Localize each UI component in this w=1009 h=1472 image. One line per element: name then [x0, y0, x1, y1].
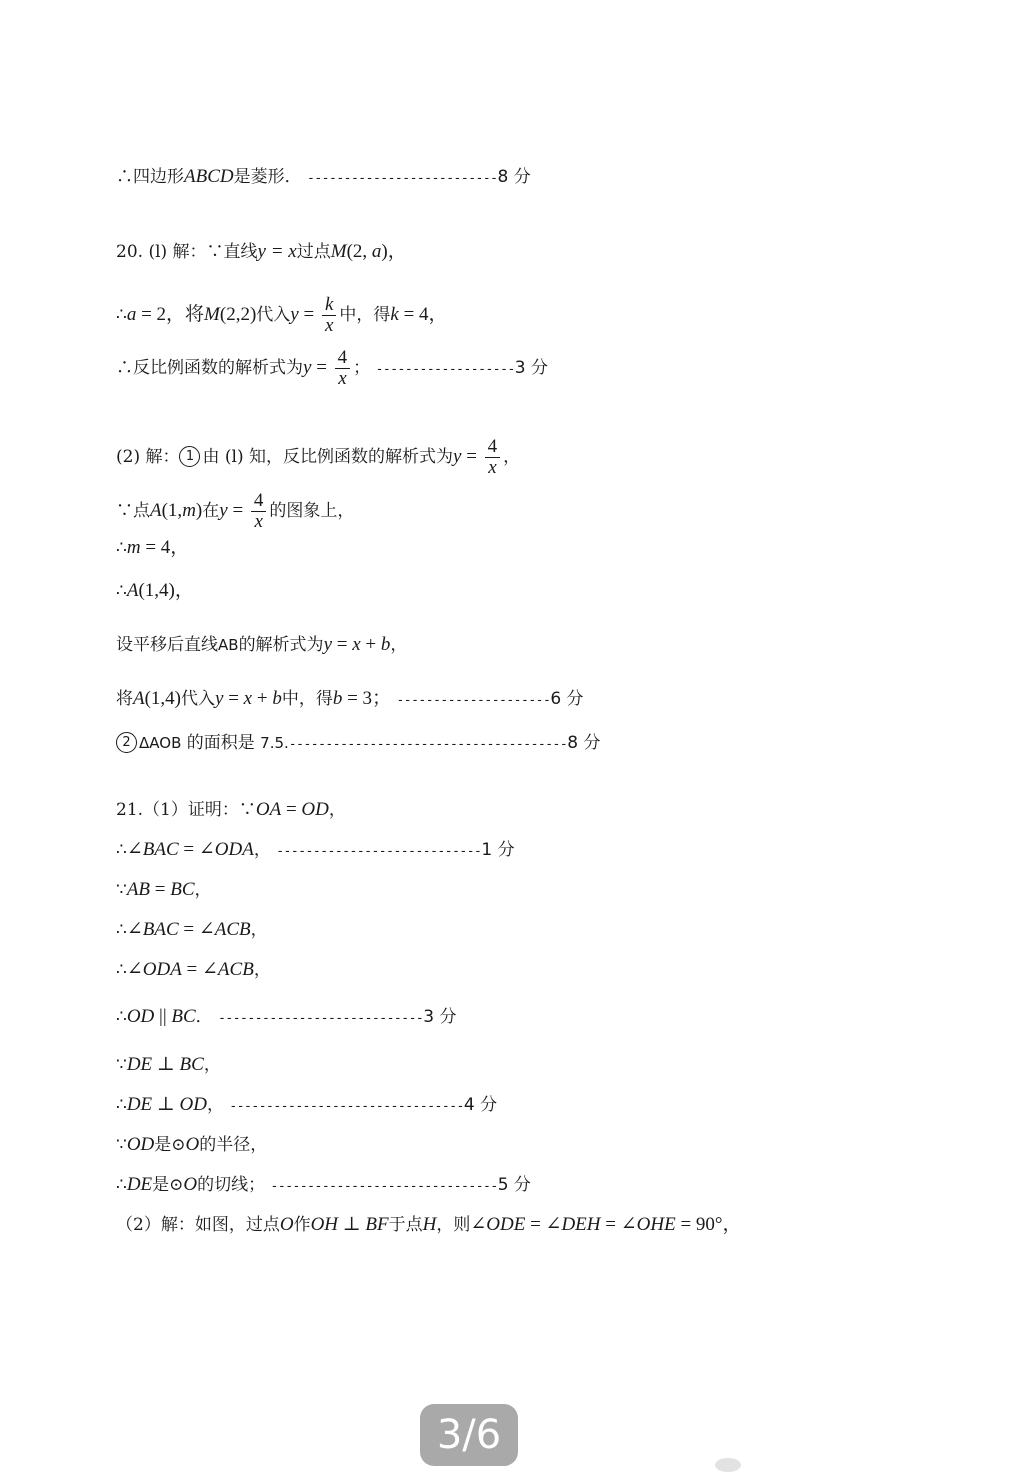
line-q21-de-perp-od: ∴DE ⊥ OD， --------------------------------4 分 [116, 1094, 498, 1115]
fraction-k-over-x: $\frac{k}{x}$ [322, 295, 336, 336]
score-label: 4 分 [463, 1095, 498, 1115]
score-label: 3 分 [423, 1007, 457, 1027]
line-q20-part1-intro: 20. (l) 解：∵直线y = x过点M(2, a)， [116, 241, 407, 262]
score-label: 5 分 [497, 1175, 531, 1195]
line-q21-proof-intro: 21.（1）证明：∵OA = OD， [116, 799, 346, 820]
circled-number-1: 1 [179, 446, 200, 467]
score-label: 1 分 [481, 840, 515, 860]
score-label: 8 分 [497, 167, 531, 187]
fraction-4-over-x: $\frac{4}{x}$ [251, 491, 267, 532]
line-q21-angle-bac-acb: ∴∠BAC = ∠ACB， [116, 919, 268, 940]
line-q21-tangent: ∴DE是⊙O的切线； -------------------------------5 分 [116, 1174, 531, 1195]
line-q21-part2-intro: （2）解：如图，过点O作OH ⊥ BF于点H，则∠ODE = ∠DEH = ∠OHE = 90°， [116, 1214, 742, 1235]
page-indicator [420, 1404, 518, 1466]
line-q20-m-value: ∴m = 4， [116, 537, 190, 558]
fraction-4-over-x: $\frac{4}{x}$ [335, 348, 351, 389]
line-q20-translated-line: 设平移后直线AB的解析式为y = x + b， [116, 634, 408, 655]
line-q21-angle-oda-acb: ∴∠ODA = ∠ACB， [116, 959, 271, 980]
score-label: 6 分 [550, 689, 584, 709]
line-q21-radius: ∵OD是⊙O的半径， [116, 1134, 268, 1155]
fraction-4-over-x: $\frac{4}{x}$ [485, 437, 501, 478]
line-q21-de-perp-bc: ∵DE ⊥ BC， [116, 1054, 221, 1075]
line-q21-od-parallel-bc: ∴OD || BC． ----------------------------3 分 [116, 1006, 457, 1027]
score-label: 8 分 [567, 733, 601, 753]
line-q20-point-a: ∴A(1,4)， [116, 580, 194, 601]
line-q21-ab-equals-bc: ∵AB = BC， [116, 879, 212, 900]
circled-number-2: 2 [116, 732, 137, 753]
page-indicator-label: 3/6 [436, 1412, 502, 1458]
scroll-hint-dot [715, 1458, 741, 1472]
line-q20-inverse-function: ∴反比例函数的解析式为y = $\frac{4}{x}$ ； -------------------3 分 [116, 347, 549, 389]
line-q20-point-on-graph: ∵点A(1,m)在y = $\frac{4}{x}$ 的图象上， [116, 490, 355, 532]
line-rhombus-conclusion: ∴四边形ABCD是菱形． --------------------------8 分 [116, 166, 531, 187]
line-q20-find-k: ∴a = 2，将M(2,2)代入y = $\frac{k}{x}$ 中，得k = 4， [116, 294, 448, 336]
line-q20-part2-intro: (2) 解： 1 由 (l) 知，反比例函数的解析式为y = $\frac{4}{x}$ ， [116, 436, 521, 478]
line-q20-find-b: 将A(1,4)代入y = x + b中，得b = 3； ---------------------6 分 [116, 688, 584, 709]
line-q20-area: 2 ΔAOB 的面积是 7.5.--------------------------------------8 分 [116, 731, 600, 757]
score-label: 3 分 [514, 358, 549, 378]
line-q21-angle-bac-oda: ∴∠BAC = ∠ODA， ----------------------------1 分 [116, 839, 515, 860]
